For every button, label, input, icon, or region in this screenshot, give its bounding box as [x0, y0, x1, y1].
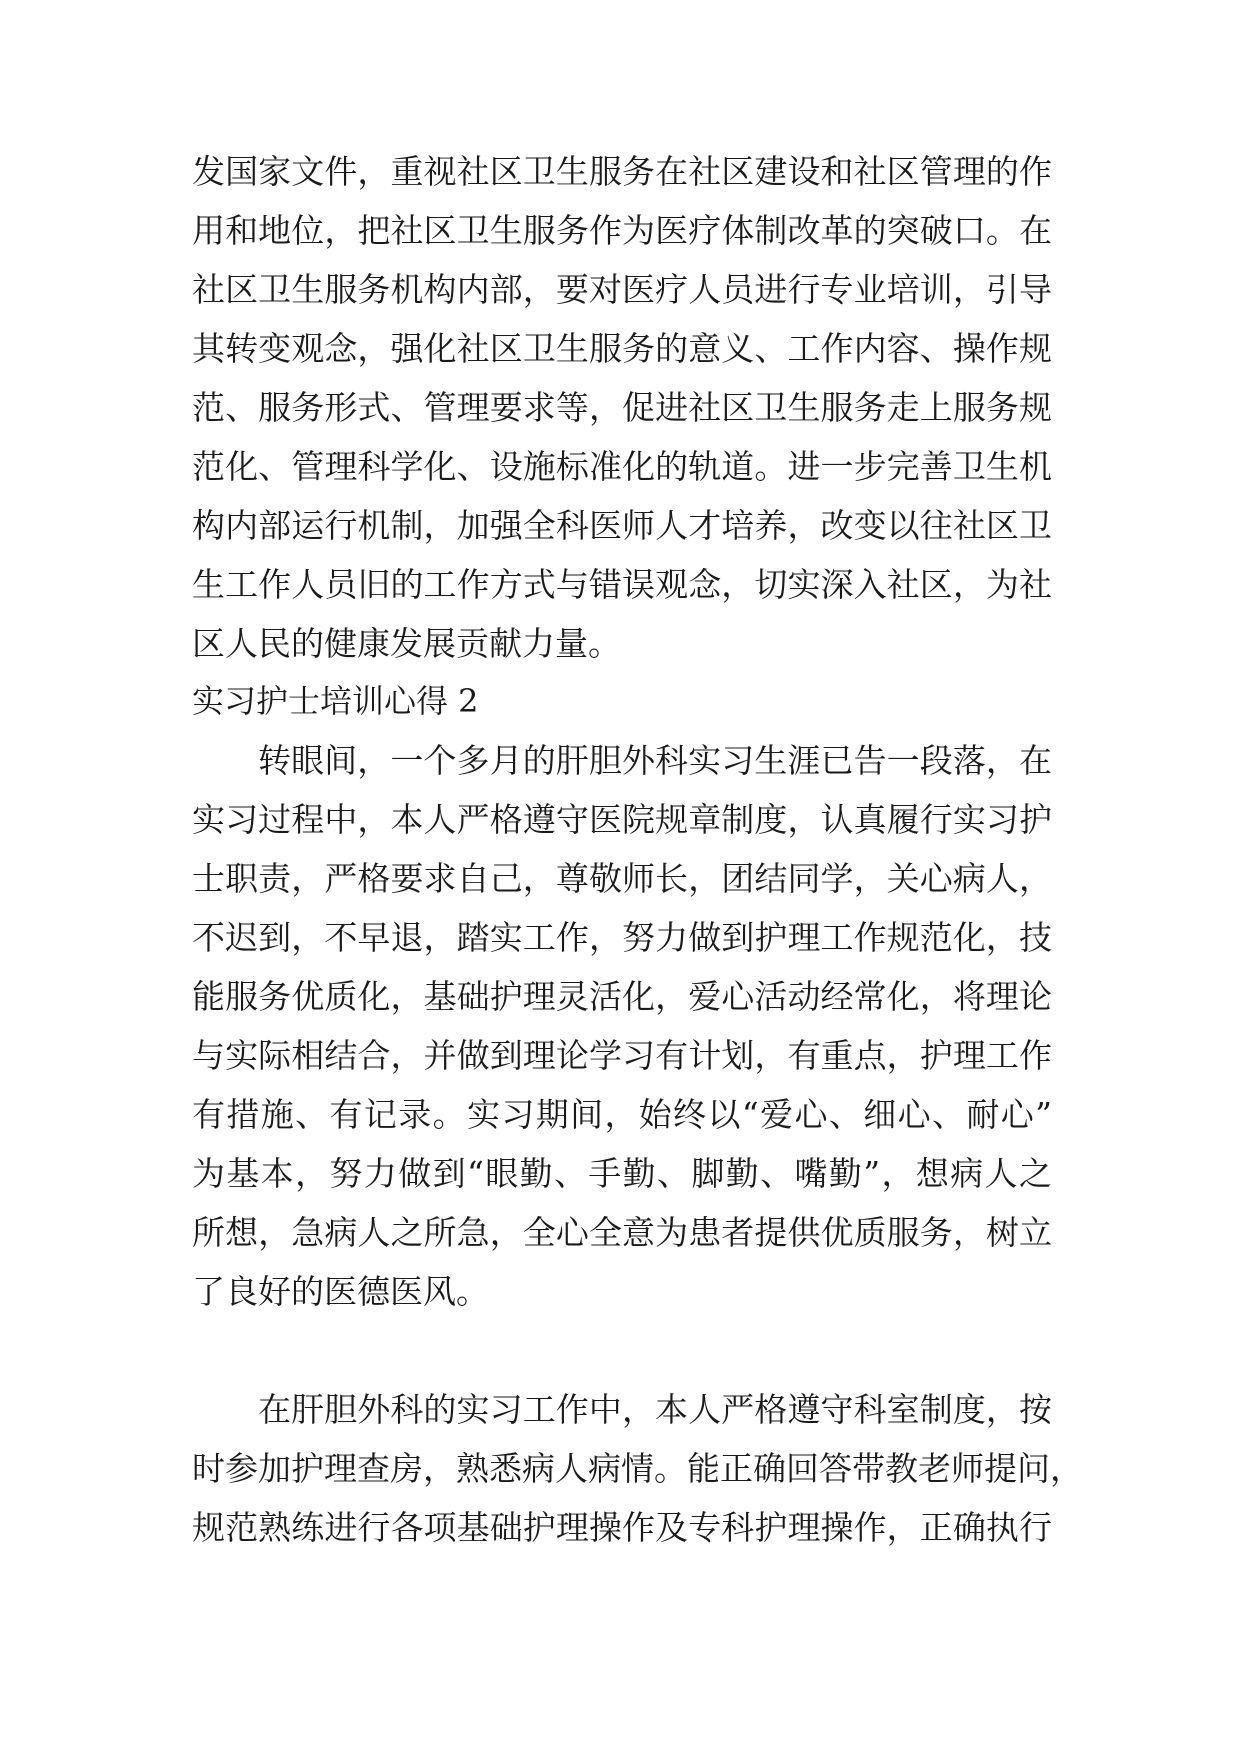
paragraph-2-line-9: 所想，急病人之所急，全心全意为患者提供优质服务，树立: [192, 1213, 1052, 1252]
paragraph-1-line-1: 发国家文件，重视社区卫生服务在社区建设和社区管理的作: [192, 152, 1052, 191]
paragraph-1-line-6: 范化、管理科学化、设施标准化的轨道。进一步完善卫生机: [192, 447, 1052, 486]
paragraph-1-line-4: 其转变观念，强化社区卫生服务的意义、工作内容、操作规: [192, 329, 1052, 368]
paragraph-2-line-5: 能服务优质化，基础护理灵活化，爱心活动经常化，将理论: [192, 977, 1052, 1016]
paragraph-1-line-2: 用和地位，把社区卫生服务作为医疗体制改革的突破口。在: [192, 211, 1052, 250]
paragraph-2-line-4: 不迟到，不早退，踏实工作，努力做到护理工作规范化，技: [192, 918, 1052, 957]
paragraph-2-line-2: 实习过程中，本人严格遵守医院规章制度，认真履行实习护: [192, 800, 1052, 839]
paragraph-2-line-3: 士职责，严格要求自己，尊敬师长，团结同学，关心病人，: [192, 859, 1052, 898]
paragraph-1-line-7: 构内部运行机制，加强全科医师人才培养，改变以往社区卫: [192, 506, 1052, 545]
paragraph-1-line-5: 范、服务形式、管理要求等，促进社区卫生服务走上服务规: [192, 388, 1052, 427]
paragraph-2-line-7: 有措施、有记录。实习期间，始终以“爱心、细心、耐心”: [192, 1095, 1052, 1134]
paragraph-3-line-2: 时参加护理查房，熟悉病人病情。能正确回答带教老师提问，: [192, 1449, 1083, 1488]
paragraph-3-line-1: 在肝胆外科的实习工作中，本人严格遵守科室制度，按: [258, 1390, 1052, 1429]
paragraph-1-line-3: 社区卫生服务机构内部，要对医疗人员进行专业培训，引导: [192, 270, 1052, 309]
paragraph-2-line-1: 转眼间，一个多月的肝胆外科实习生涯已告一段落，在: [258, 741, 1052, 780]
section-heading: 实习护士培训心得 2: [192, 682, 479, 720]
paragraph-2-line-10: 了良好的医德医风。: [192, 1272, 489, 1311]
paragraph-1-line-9: 区人民的健康发展贡献力量。: [192, 624, 621, 663]
paragraph-1-line-8: 生工作人员旧的工作方式与错误观念，切实深入社区，为社: [192, 565, 1052, 604]
paragraph-2-line-6: 与实际相结合，并做到理论学习有计划，有重点，护理工作: [192, 1036, 1052, 1075]
paragraph-2-line-8: 为基本，努力做到“眼勤、手勤、脚勤、嘴勤”，想病人之: [192, 1154, 1052, 1193]
paragraph-3-line-3: 规范熟练进行各项基础护理操作及专科护理操作，正确执行: [192, 1508, 1052, 1547]
